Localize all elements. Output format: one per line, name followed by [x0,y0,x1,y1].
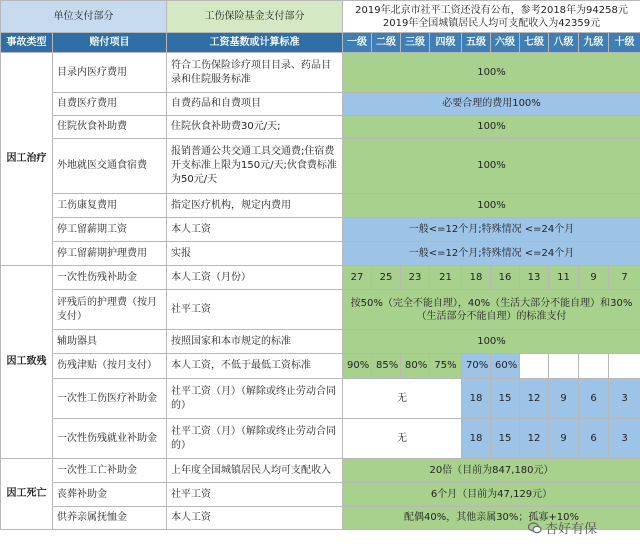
grade-value: 9 [549,379,579,419]
item-label: 住院伙食补助费 [53,116,167,139]
grade-value: 18 [462,419,491,459]
section-death: 因工死亡 [1,459,53,530]
grade-value: 13 [520,266,549,290]
watermark [528,518,597,537]
standard-text: 报销普通公共交通工具交通费;住宿费开支标准上限为150元/天;伙食费标准为50元/天 [167,139,343,194]
table-row [1,354,640,379]
table-row [1,330,640,354]
grade-value: 9 [549,419,579,459]
table-row [1,290,640,330]
item-label: 自费医疗费用 [53,93,167,116]
col-grade: 三级 [401,33,430,53]
grade-value: 7 [609,266,640,290]
standard-text: 本人工资 [167,507,343,530]
grade-value: 6 [579,419,609,459]
standard-text: 符合工伤保险诊疗项目目录、药品目录和住院服务标准 [167,53,343,93]
note-line-2: 2019年全国城镇居民人均可支配收入为42359元 [382,17,601,29]
empty-cell [609,354,640,379]
standard-text: 社平工资 [167,483,343,507]
value-cell: 20倍（目前为847,180元） [343,459,640,483]
item-label: 一次性工伤医疗补助金 [53,379,167,419]
column-header-row [1,33,640,53]
col-grade: 七级 [520,33,549,53]
standard-text: 社平工资（月）（解除或终止劳动合同的） [167,419,343,459]
standard-text: 社平工资 [167,290,343,330]
col-type: 事故类型 [1,33,53,53]
col-grade: 五级 [462,33,491,53]
unit-part-header: 单位支付部分 [1,1,167,33]
grade-value: 18 [462,379,491,419]
table-row [1,379,640,419]
col-grade: 二级 [372,33,401,53]
grade-value: 6 [579,379,609,419]
item-label: 停工留薪期工资 [53,218,167,242]
item-label: 评残后的护理费（按月支付） [53,290,167,330]
table-row [1,93,640,116]
table-row [1,139,640,194]
col-grade: 六级 [491,33,520,53]
grade-value: 85% [372,354,401,379]
grade-value: 80% [401,354,430,379]
note-line-1: 2019年北京市社平工资还没有公布，参考2018年为94258元 [355,4,628,16]
grade-value: 3 [609,379,640,419]
value-cell: 6个月（目前为47,129元） [343,483,640,507]
none-cell: 无 [343,419,462,459]
table-row [1,194,640,218]
value-cell: 100% [343,116,640,139]
grade-value: 60% [491,354,520,379]
col-grade: 四级 [430,33,462,53]
standard-text: 本人工资，不低于最低工资标准 [167,354,343,379]
grade-value: 12 [520,419,549,459]
standard-text: 上年度全国城镇居民人均可支配收入 [167,459,343,483]
value-cell: 100% [343,53,640,93]
section-disability: 因工致残 [1,266,53,459]
item-label: 外地就医交通食宿费 [53,139,167,194]
grade-value: 9 [579,266,609,290]
grade-value: 27 [343,266,372,290]
value-cell: 100% [343,330,640,354]
table-row [1,483,640,507]
grade-value: 15 [491,379,520,419]
col-grade: 一级 [343,33,372,53]
col-grade: 八级 [549,33,579,53]
empty-cell [520,354,549,379]
value-cell: 按50%（完全不能自理），40%（生活大部分不能自理）和30%（生活部分不能自理）的标准支付 [343,290,640,330]
grade-value: 18 [462,266,491,290]
table-row [1,116,640,139]
col-grade: 九级 [579,33,609,53]
col-standard: 工资基数或计算标准 [167,33,343,53]
standard-text: 本人工资（月份） [167,266,343,290]
none-cell: 无 [343,379,462,419]
grade-value: 70% [462,354,491,379]
fund-part-header: 工伤保险基金支付部分 [167,1,343,33]
grade-value: 16 [491,266,520,290]
item-label: 辅助器具 [53,330,167,354]
table-row [1,419,640,459]
value-cell: 必要合理的费用100% [343,93,640,116]
item-label: 供养亲属抚恤金 [53,507,167,530]
table-row [1,266,640,290]
table-row [1,242,640,266]
item-label: 一次性伤残就业补助金 [53,419,167,459]
standard-text: 社平工资（月）（解除或终止劳动合同的） [167,379,343,419]
section-treatment: 因工治疗 [1,53,53,266]
grade-value: 11 [549,266,579,290]
item-label: 停工留薪期护理费用 [53,242,167,266]
wechat-icon [528,521,542,535]
item-label: 工伤康复费用 [53,194,167,218]
standard-text: 本人工资 [167,218,343,242]
item-label: 一次性工亡补助金 [53,459,167,483]
item-label: 目录内医疗费用 [53,53,167,93]
grade-value: 23 [401,266,430,290]
header-row [1,1,640,33]
standard-text: 按照国家和本市规定的标准 [167,330,343,354]
item-label: 一次性伤残补助金 [53,266,167,290]
header-note [343,1,640,33]
grade-value: 90% [343,354,372,379]
col-item: 赔付项目 [53,33,167,53]
value-cell: 配偶40%，其他亲属30%；孤寡+10% [343,507,640,530]
standard-text: 自费药品和自费项目 [167,93,343,116]
empty-cell [549,354,579,379]
grade-value: 21 [430,266,462,290]
value-cell: 一般<=12个月;特殊情况 <=24个月 [343,242,640,266]
standard-text: 实报 [167,242,343,266]
grade-value: 75% [430,354,462,379]
col-grade: 十级 [609,33,640,53]
table-row [1,53,640,93]
grade-value: 3 [609,419,640,459]
grade-value: 25 [372,266,401,290]
standard-text: 指定医疗机构，规定内费用 [167,194,343,218]
empty-cell [579,354,609,379]
table-row [1,218,640,242]
value-cell: 100% [343,194,640,218]
grade-value: 15 [491,419,520,459]
value-cell: 一般<=12个月;特殊情况 <=24个月 [343,218,640,242]
standard-text: 住院伙食补助费30元/天; [167,116,343,139]
value-cell: 100% [343,139,640,194]
table-row [1,459,640,483]
item-label: 丧葬补助金 [53,483,167,507]
watermark-text: 杏好有保 [545,522,598,537]
item-label: 伤残津贴（按月支付） [53,354,167,379]
grade-value: 12 [520,379,549,419]
